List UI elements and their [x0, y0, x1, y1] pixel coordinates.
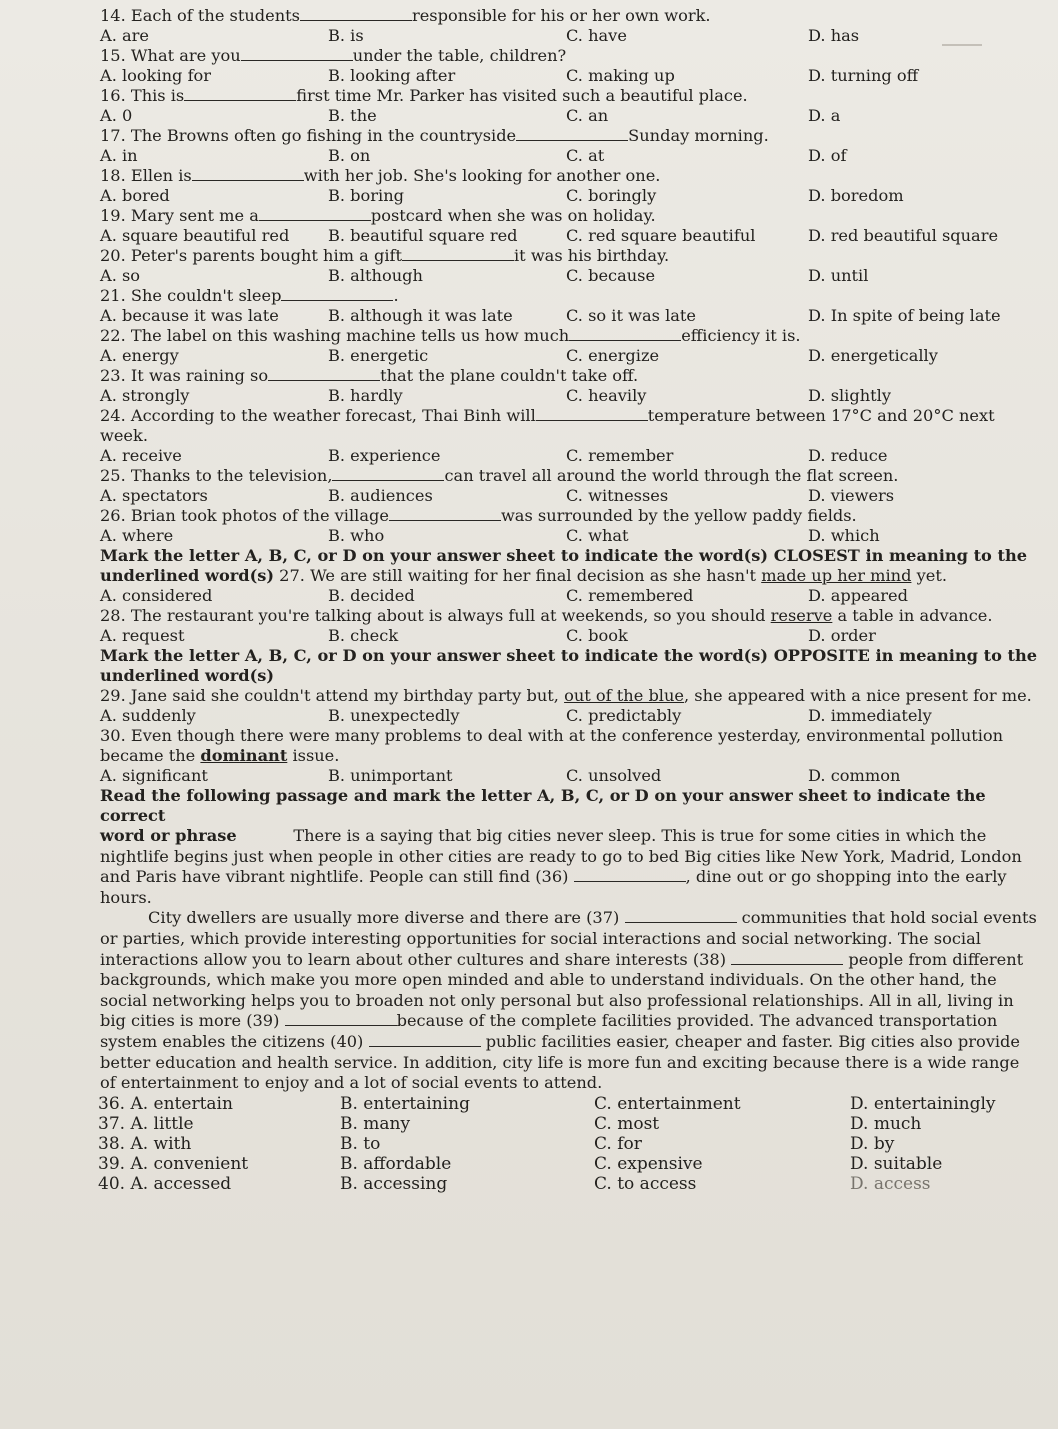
option-a[interactable]: A. where	[100, 526, 174, 545]
option-a[interactable]: A. in	[100, 146, 138, 165]
option-d[interactable]: D. energetically	[808, 346, 938, 365]
question-26: 26. Brian took photos of the village was surrounded by the yellow paddy fields.	[100, 506, 857, 525]
option-d[interactable]: D. common	[808, 766, 901, 785]
question-17: 17. The Browns often go fishing in the countryside Sunday morning.	[100, 126, 769, 145]
question-30-options	[100, 766, 1038, 786]
option-b[interactable]: B. beautiful square red	[328, 226, 518, 245]
option-d[interactable]: D. suitable	[850, 1153, 943, 1174]
option-c[interactable]: C. what	[566, 526, 629, 545]
option-b[interactable]: B. to	[340, 1133, 381, 1154]
option-d[interactable]: D. boredom	[808, 186, 904, 205]
question-options	[100, 386, 1038, 406]
option-b[interactable]: B. entertaining	[340, 1093, 470, 1114]
blank-38[interactable]	[731, 964, 843, 965]
question-options	[100, 526, 1038, 546]
option-d[interactable]: D. In spite of being late	[808, 306, 1001, 325]
option-d[interactable]: D. red beautiful square	[808, 226, 999, 245]
passage-paragraph-1: word or phrase There is a saying that big cities never sleep. This is true for some cities in which the nightlife begins just when people in other cities are ready to go to bed Big cities like New York, Madrid, London and Paris have vibrant nightlife. People can still find (36) , dine out or go shopping into the early hours.	[100, 826, 1022, 907]
option-c[interactable]: C. predictably	[566, 706, 682, 725]
question-options	[100, 446, 1038, 466]
question-options	[100, 266, 1038, 286]
closest-instruction: Mark the letter A, B, C, or D on your answer sheet to indicate the word(s) CLOSEST in meaning to the	[100, 546, 1028, 565]
option-c[interactable]: C. book	[566, 626, 628, 645]
option-c[interactable]: C. red square beautiful	[566, 226, 756, 245]
question-options	[100, 146, 1038, 166]
option-d[interactable]: D. turning off	[808, 66, 919, 85]
option-d[interactable]: D. a	[808, 106, 841, 125]
answer-blank[interactable]	[281, 300, 393, 301]
option-b[interactable]: B. boring	[328, 186, 404, 205]
option-a[interactable]: A. significant	[100, 766, 208, 785]
option-a[interactable]: A. strongly	[100, 386, 190, 405]
option-a[interactable]: A. are	[100, 26, 149, 45]
question-27-options	[100, 586, 1038, 606]
multiple-choice-section	[100, 6, 1038, 546]
opposite-section	[100, 646, 1038, 786]
reading-section	[100, 786, 1038, 1094]
option-a[interactable]: 39. A. convenient	[98, 1153, 249, 1174]
option-b[interactable]: B. unexpectedly	[328, 706, 460, 725]
option-a[interactable]: A. receive	[100, 446, 182, 465]
option-a[interactable]: A. suddenly	[100, 706, 196, 725]
question-29: 29. Jane said she couldn't attend my birthday party but, out of the blue, she appeared with a nice present for me.	[100, 686, 1032, 705]
question-options	[100, 346, 1038, 366]
question-options	[100, 26, 1038, 46]
option-b[interactable]: B. looking after	[328, 66, 456, 85]
option-b[interactable]: B. many	[340, 1113, 411, 1134]
option-d[interactable]: D. which	[808, 526, 880, 545]
worksheet-content	[100, 6, 1038, 1194]
option-a[interactable]: A. looking for	[100, 66, 212, 85]
option-c[interactable]: C. most	[594, 1113, 660, 1134]
option-a[interactable]: A. request	[100, 626, 185, 645]
option-a[interactable]: A. so	[100, 266, 141, 285]
option-a[interactable]: A. spectators	[100, 486, 208, 505]
question-28: 28. The restaurant you're talking about is always full at weekends, so you should reserve a table in advance.	[100, 606, 993, 625]
option-a[interactable]: 37. A. little	[98, 1113, 194, 1134]
question-options	[100, 306, 1038, 326]
question-29-options	[100, 706, 1038, 726]
option-d[interactable]: D. entertainingly	[850, 1093, 996, 1114]
answer-blank[interactable]	[300, 20, 412, 21]
question-options	[100, 226, 1038, 246]
option-c[interactable]: C. because	[566, 266, 656, 285]
option-a[interactable]: A. square beautiful red	[100, 226, 290, 245]
option-b[interactable]: B. on	[328, 146, 371, 165]
question-options	[100, 186, 1038, 206]
reading-instruction: Read the following passage and mark the letter A, B, C, or D on your answer sheet to indicate the correct	[100, 786, 986, 825]
question-19: 19. Mary sent me a postcard when she was on holiday.	[100, 206, 656, 225]
option-b[interactable]: B. the	[328, 106, 377, 125]
answer-blank[interactable]	[192, 180, 304, 181]
answer-blank[interactable]	[184, 100, 296, 101]
answer-row-36	[98, 1094, 1038, 1114]
question-options	[100, 106, 1038, 126]
question-21: 21. She couldn't sleep .	[100, 286, 399, 305]
question-30: 30. Even though there were many problems to deal with at the conference yesterday, environmental pollution became the dominant issue.	[100, 726, 1004, 765]
option-d[interactable]: D. viewers	[808, 486, 895, 505]
option-a[interactable]: A. 0	[100, 106, 133, 125]
option-b[interactable]: B. check	[328, 626, 399, 645]
question-25: 25. Thanks to the television, can travel all around the world through the flat screen.	[100, 466, 899, 485]
option-a[interactable]: 36. A. entertain	[98, 1093, 233, 1114]
option-d[interactable]: D. of	[808, 146, 847, 165]
option-d[interactable]: D. slightly	[808, 386, 891, 405]
answer-blank[interactable]	[259, 220, 371, 221]
question-18: 18. Ellen is with her job. She's looking for another one.	[100, 166, 661, 185]
answer-row-40	[98, 1174, 1038, 1194]
passage-answer-options	[100, 1094, 1038, 1194]
option-c[interactable]: C. entertainment	[594, 1093, 741, 1114]
answer-blank[interactable]	[536, 420, 648, 421]
opposite-instruction: Mark the letter A, B, C, or D on your answer sheet to indicate the word(s) OPPOSITE in meaning to the underlined word(s)	[100, 646, 1038, 685]
question-24: 24. According to the weather forecast, Thai Binh will temperature between 17°C and 20°C next week.	[100, 406, 995, 445]
option-b[interactable]: B. although it was late	[328, 306, 513, 325]
option-d[interactable]: D. much	[850, 1113, 922, 1134]
option-a[interactable]: A. considered	[100, 586, 213, 605]
answer-blank[interactable]	[389, 520, 501, 521]
question-22: 22. The label on this washing machine tells us how much efficiency it is.	[100, 326, 801, 345]
option-c[interactable]: C. witnesses	[566, 486, 669, 505]
option-c[interactable]: C. energize	[566, 346, 660, 365]
answer-row-37	[98, 1114, 1038, 1134]
option-b[interactable]: B. accessing	[340, 1173, 448, 1194]
option-d[interactable]: D. by	[850, 1133, 895, 1154]
option-d[interactable]: D. reduce	[808, 446, 888, 465]
option-d[interactable]: D. immediately	[808, 706, 932, 725]
option-c[interactable]: C. have	[566, 26, 627, 45]
question-14: 14. Each of the students responsible for his or her own work.	[100, 6, 711, 25]
option-c[interactable]: C. remembered	[566, 586, 694, 605]
blank-39[interactable]	[285, 1025, 397, 1026]
option-d[interactable]: D. appeared	[808, 586, 908, 605]
question-options	[100, 486, 1038, 506]
option-c[interactable]: C. at	[566, 146, 605, 165]
option-b[interactable]: B. unimportant	[328, 766, 453, 785]
option-b[interactable]: B. audiences	[328, 486, 433, 505]
blank-40[interactable]	[369, 1046, 481, 1047]
option-d[interactable]: D. order	[808, 626, 876, 645]
question-20: 20. Peter's parents bought him a gift it was his birthday.	[100, 246, 670, 265]
option-d[interactable]: D. access	[850, 1173, 931, 1194]
answer-row-38	[98, 1134, 1038, 1154]
answer-blank[interactable]	[569, 340, 681, 341]
option-c[interactable]: C. so it was late	[566, 306, 696, 325]
question-28-options	[100, 626, 1038, 646]
question-options	[100, 66, 1038, 86]
closest-section	[100, 546, 1038, 646]
option-a[interactable]: A. bored	[100, 186, 170, 205]
answer-blank[interactable]	[402, 260, 514, 261]
option-a[interactable]: A. because it was late	[100, 306, 279, 325]
question-15: 15. What are you under the table, children?	[100, 46, 567, 65]
option-b[interactable]: B. although	[328, 266, 423, 285]
option-c[interactable]: C. making up	[566, 66, 675, 85]
option-c[interactable]: C. an	[566, 106, 609, 125]
passage-paragraph-2: City dwellers are usually more diverse and there are (37) communities that hold social events or parties, which provide interesting opportunities for social interactions and social networking. The social interactions allow you to learn about other cultures and share interests (38) people from different backgrounds, which make you more open minded and able to understand individuals. On the other hand, the social networking helps you to broaden not only personal but also professional relationships. All in all, living in big cities is more (39) because of the complete facilities provided. The advanced transportation system enables the citizens (40) public facilities easier, cheaper and faster. Big cities also provide better education and health service. In addition, city life is more fun and exciting because there is a wide range of entertainment to enjoy and a lot of social events to attend.	[100, 908, 1037, 1093]
option-b[interactable]: B. hardly	[328, 386, 403, 405]
option-b[interactable]: B. affordable	[340, 1153, 452, 1174]
answer-blank[interactable]	[516, 140, 628, 141]
option-c[interactable]: C. to access	[594, 1173, 697, 1194]
answer-blank[interactable]	[241, 60, 353, 61]
option-a[interactable]: 40. A. accessed	[98, 1173, 232, 1194]
answer-blank[interactable]	[332, 480, 444, 481]
question-27: underlined word(s) 27. We are still waiting for her final decision as she hasn't made up her mind yet.	[100, 566, 947, 585]
option-a[interactable]: A. energy	[100, 346, 179, 365]
option-c[interactable]: C. boringly	[566, 186, 657, 205]
option-c[interactable]: C. expensive	[594, 1153, 703, 1174]
option-d[interactable]: D. has	[808, 26, 860, 45]
blank-37[interactable]	[625, 922, 737, 923]
option-b[interactable]: B. energetic	[328, 346, 429, 365]
option-c[interactable]: C. remember	[566, 446, 674, 465]
option-c[interactable]: C. for	[594, 1133, 642, 1154]
option-b[interactable]: B. who	[328, 526, 385, 545]
option-d[interactable]: D. until	[808, 266, 869, 285]
question-16: 16. This is first time Mr. Parker has visited such a beautiful place.	[100, 86, 748, 105]
answer-row-39	[98, 1154, 1038, 1174]
option-b[interactable]: B. experience	[328, 446, 441, 465]
option-a[interactable]: 38. A. with	[98, 1133, 192, 1154]
option-b[interactable]: B. is	[328, 26, 364, 45]
answer-blank[interactable]	[268, 380, 380, 381]
option-c[interactable]: C. unsolved	[566, 766, 662, 785]
option-b[interactable]: B. decided	[328, 586, 415, 605]
option-c[interactable]: C. heavily	[566, 386, 647, 405]
question-23: 23. It was raining so that the plane couldn't take off.	[100, 366, 639, 385]
blank-36[interactable]	[574, 881, 686, 882]
